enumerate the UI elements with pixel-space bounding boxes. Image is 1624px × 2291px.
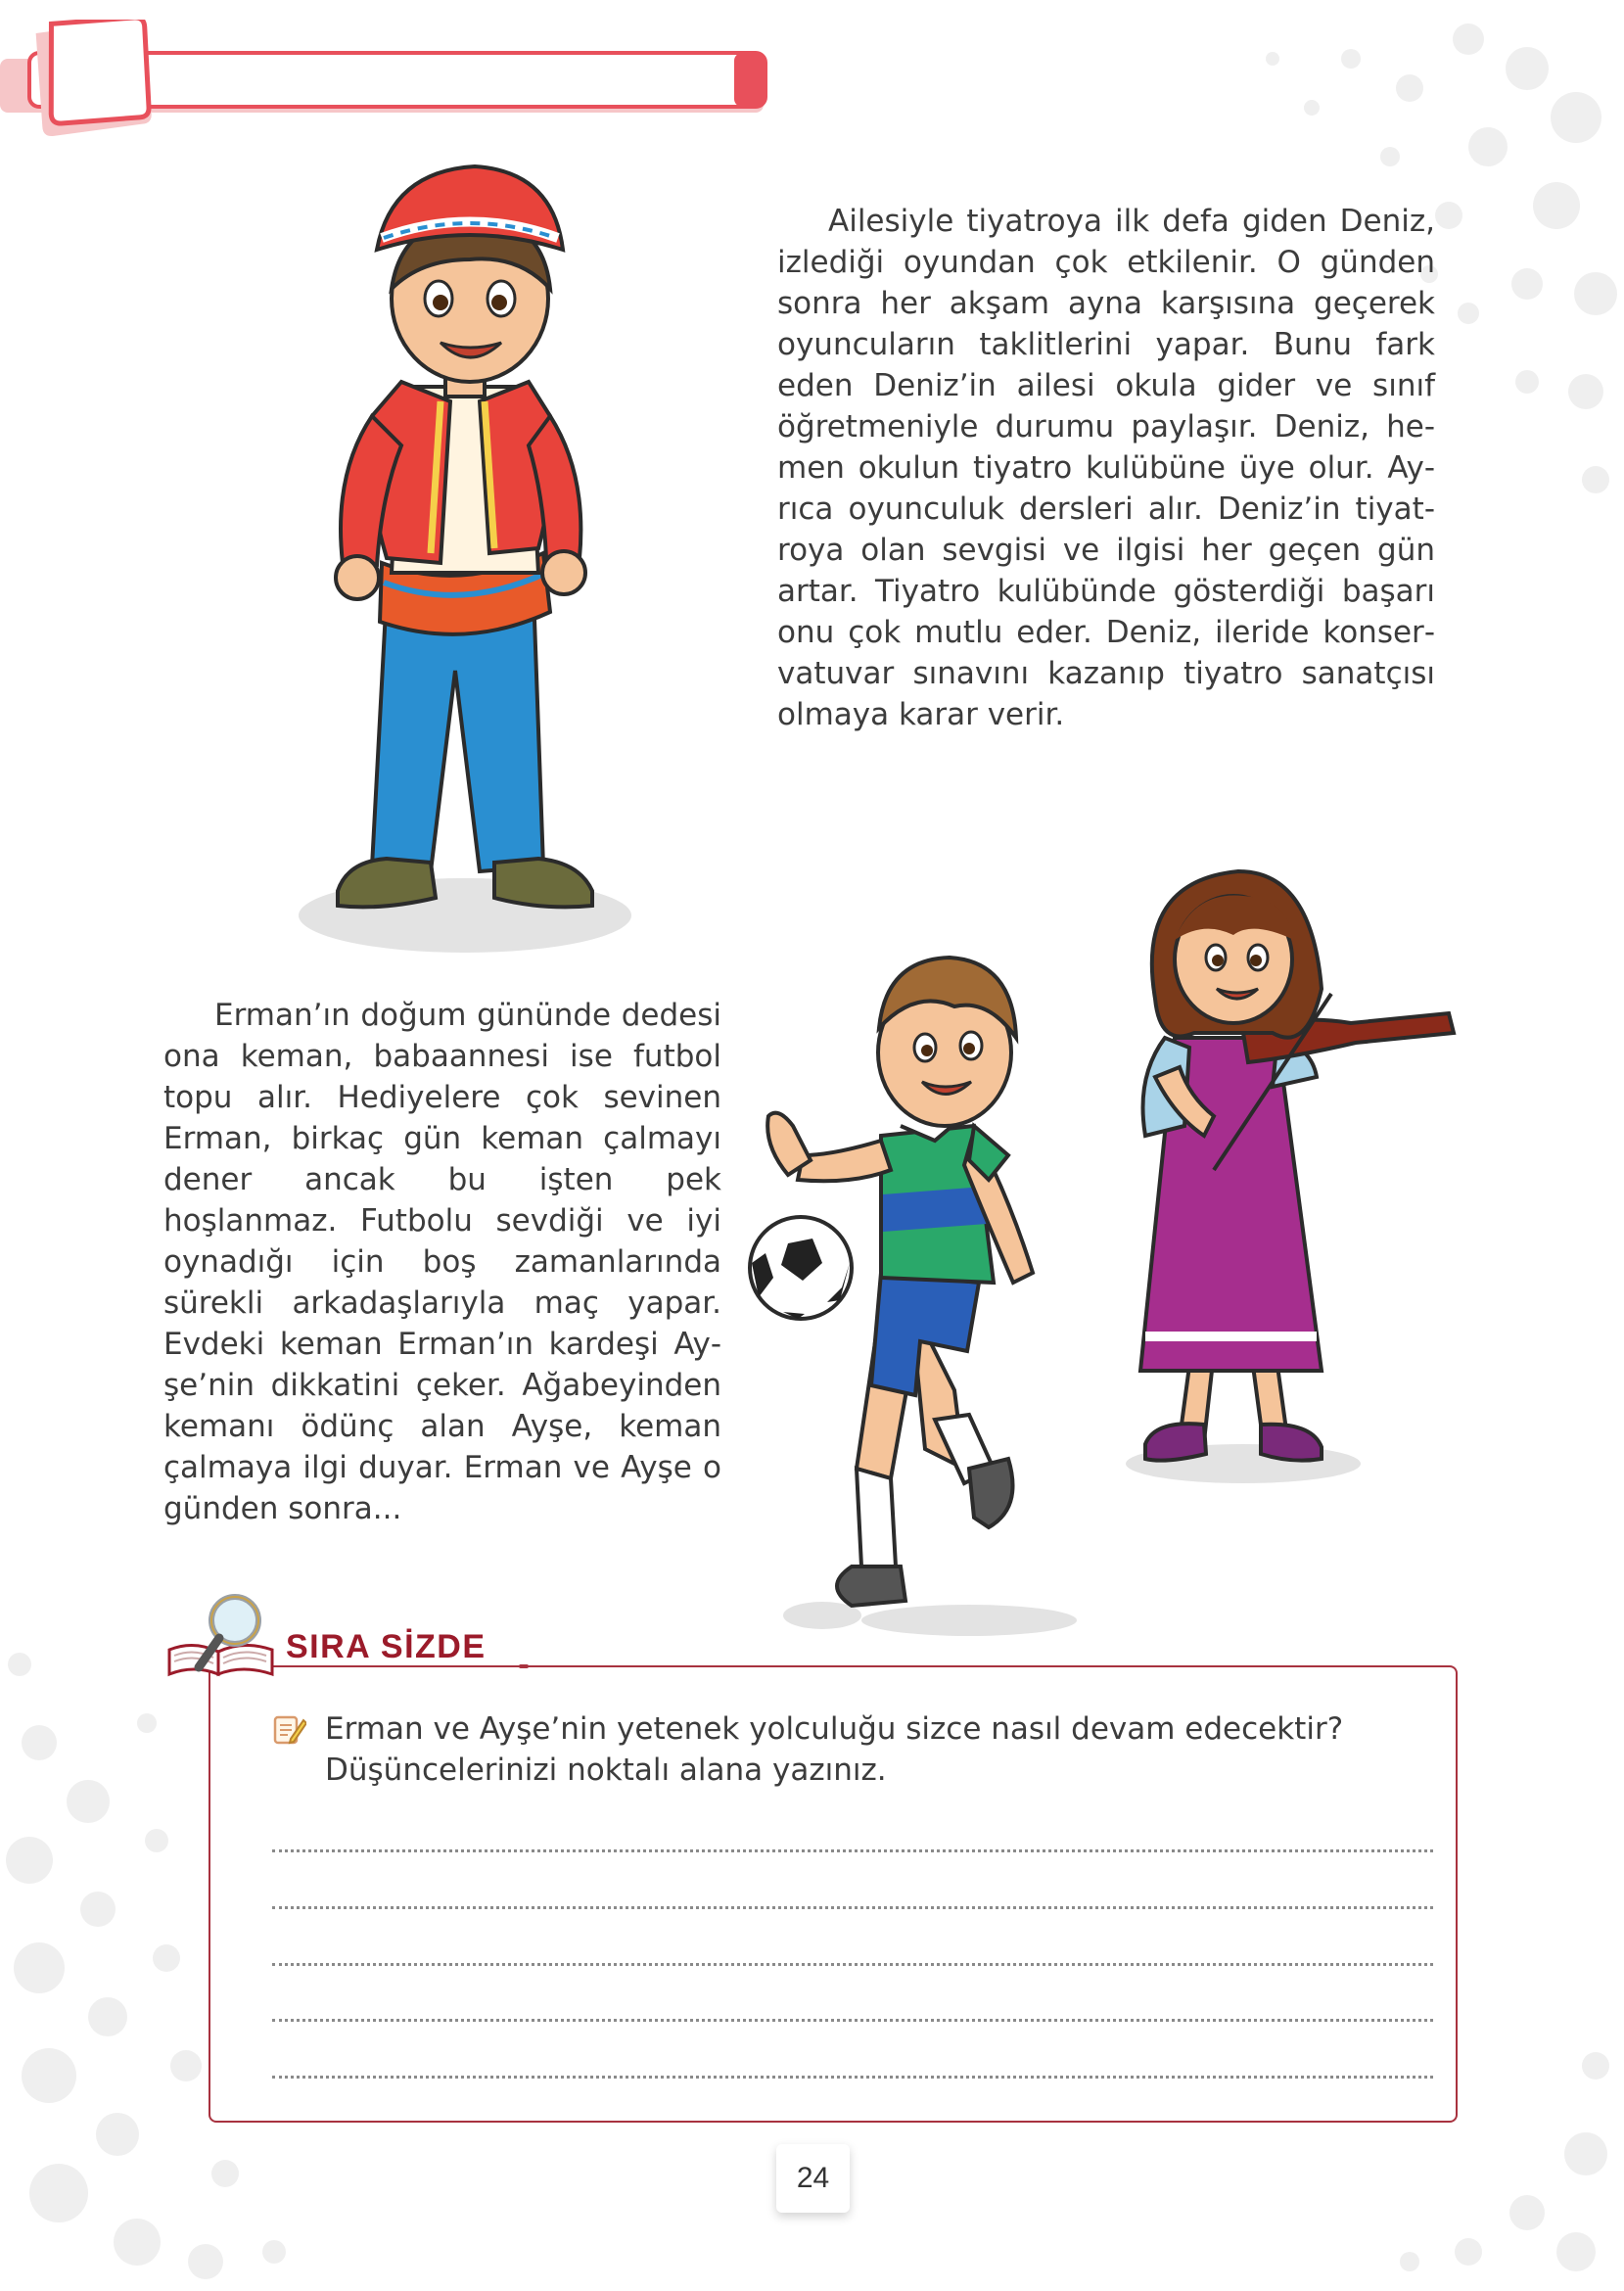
answer-line-4[interactable]: [272, 2019, 1433, 2022]
erman-story-paragraph: Erman’ın doğum gününde dedesi ona keman, babaannesi ise futbol topu alır. Hediyelere çok sevinen Erman, birkaç gün keman çalmayı dener ancak bu işten pek hoşlanmaz. Futbolu sevdiği ve iyi oynadığı için boş zamanlarında sürekli arkadaşlarıyla maç yapar. Evdeki keman Erman’ın kardeşi Ayşe’nin dikkatini çeker. Ağabeyinden kemanı ödünç alan Ayşe, keman çalmaya ilgi duyar. Erman ve Ayşe o günden sonra...: [163, 998, 721, 1526]
answer-line-1[interactable]: [272, 1849, 1433, 1852]
page-number-badge: [776, 2144, 850, 2213]
page-number: 24: [796, 2162, 830, 2194]
header-banner: [0, 20, 783, 147]
activity-question: Erman ve Ayşe’nin yetenek yolculuğu sizce nasıl devam edecektir? Düşüncelerinizi noktalı alana yazınız.: [325, 1711, 1344, 1788]
answer-line-3[interactable]: [272, 1963, 1433, 1966]
sira-sizde-title: SIRA SİZDE: [286, 1628, 487, 1665]
answer-line-2[interactable]: [272, 1906, 1433, 1909]
pencil-note-icon: [271, 1711, 306, 1747]
deniz-story-paragraph: Ailesiyle tiyatroya ilk defa giden Deniz, izlediği oyundan çok etkilenir. O günden sonra her akşam ayna karşısına geçerek oyuncuların taklitlerini yapar. Bunu fark eden Deniz’in ailesi okula gider ve sınıf öğretmeniyle durumu paylaşır. Deniz, hemen okulun tiyatro kulübüne üye olur. Ayrıca oyunculuk dersleri alır. Deniz’in tiyatroya olan sevgisi ve ilgisi her geçen gün artar. Tiyatro kulübünde gösterdiği başarı onu çok mutlu eder. Deniz, ileride konservatuvar sınavını kazanıp tiyatro sanatçısı olmaya karar verir.: [777, 204, 1435, 732]
deniz-illustration: [294, 162, 646, 964]
answer-line-5[interactable]: [272, 2076, 1433, 2079]
book-magnifier-icon: [164, 1591, 277, 1679]
erman-ayse-illustration: [744, 842, 1478, 1645]
football: [750, 1217, 852, 1319]
title-underline-dot: [519, 1664, 529, 1668]
